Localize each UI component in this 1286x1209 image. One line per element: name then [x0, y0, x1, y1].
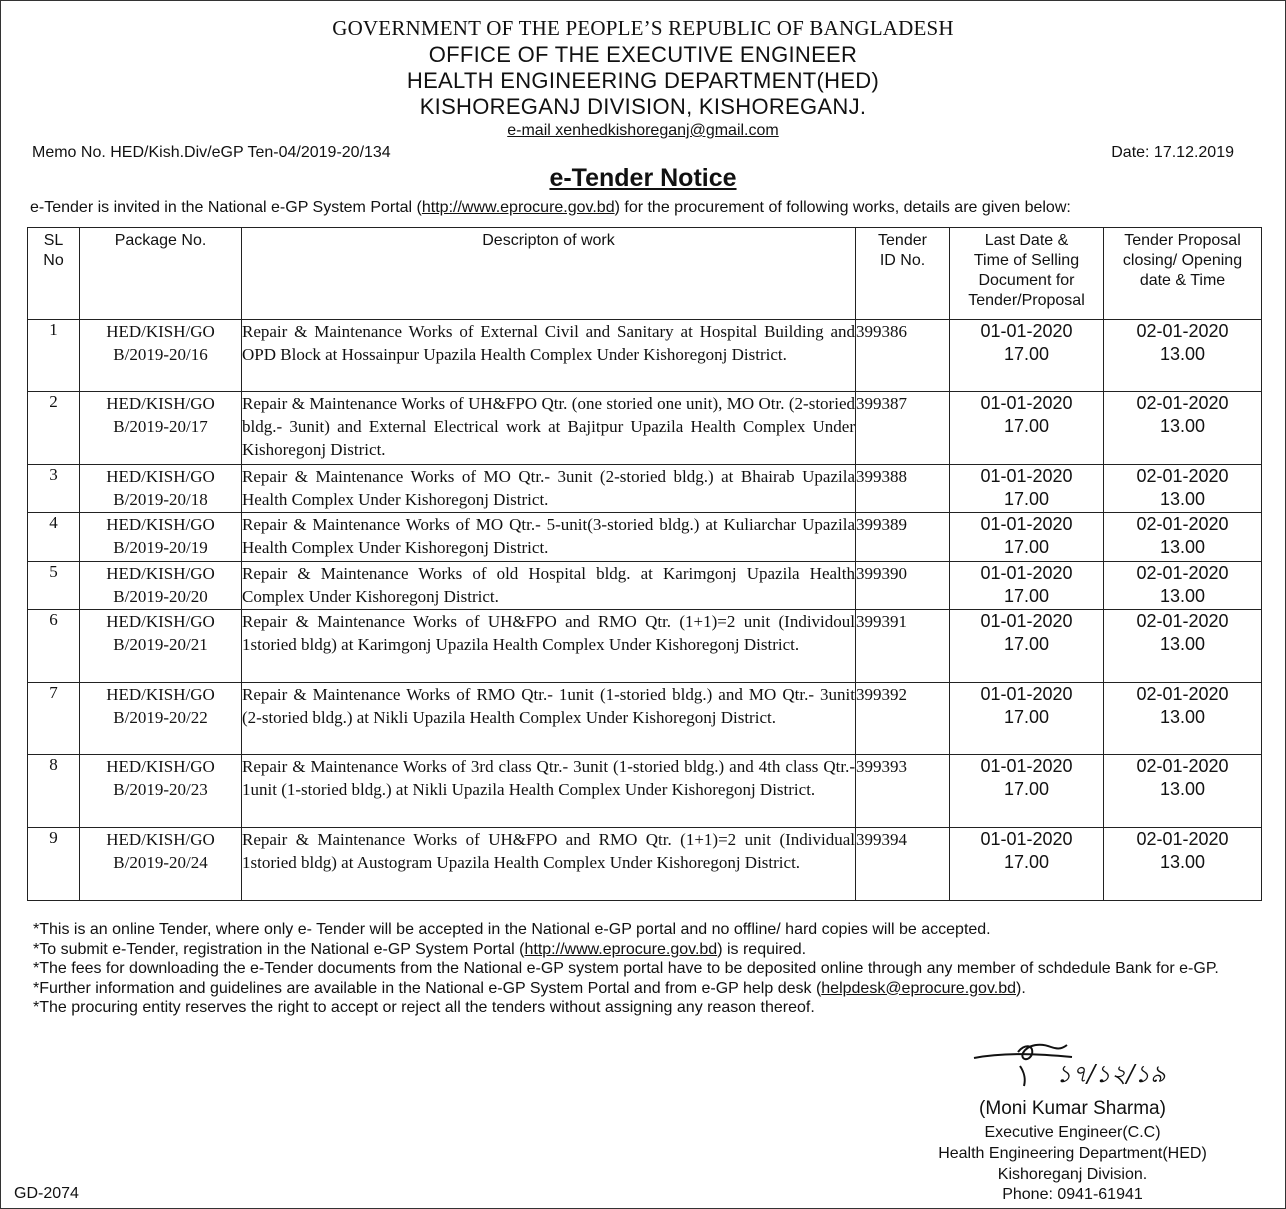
signature-handwritten-date: ১৭/১২/১৯ [1056, 1060, 1166, 1088]
row-last-date: 01-01-2020 17.00 [950, 755, 1104, 828]
table-row [28, 513, 1262, 562]
row-tender-id: 399387 [856, 392, 950, 465]
tender-table [27, 227, 1262, 901]
footer-code: GD-2074 [14, 1185, 79, 1202]
row-closing-date: 02-01-2020 13.00 [1104, 465, 1262, 513]
row-tender-id: 399386 [856, 320, 950, 392]
row-description: Repair & Maintenance Works of External Civil and Sanitary at Hospital Building and OPD Block at Hossainpur Upazila Health Complex Under Kishoregonj District. [242, 320, 856, 392]
table-row [28, 562, 1262, 610]
header-description: Descripton of work [242, 228, 856, 320]
table-row [28, 683, 1262, 755]
row-description: Repair & Maintenance Works of old Hospital bldg. at Karimgonj Upazila Health Complex Under Kishoregonj District. [242, 562, 856, 610]
row-package: HED/KISH/GO B/2019-20/20 [80, 562, 242, 610]
row-description: Repair & Maintenance Works of 3rd class Qtr.- 3unit (1-storied bldg.) and 4th class Qtr.- 1unit (1-storied bldg.) at Nikli Upazila Health Complex Under Kishoregonj District. [242, 755, 856, 828]
notice-date: Date: 17.12.2019 [1111, 144, 1234, 161]
row-package: HED/KISH/GO B/2019-20/16 [80, 320, 242, 392]
header-tender-id: Tender ID No. [856, 228, 950, 320]
signatory-name: (Moni Kumar Sharma) [979, 1098, 1166, 1119]
row-tender-id: 399389 [856, 513, 950, 562]
row-package: HED/KISH/GO B/2019-20/18 [80, 465, 242, 513]
signature-mark [960, 1038, 1230, 1098]
row-description: Repair & Maintenance Works of UH&FPO Qtr. (one storied one unit), MO Otr. (2-storied bldg.- 3unit) and External Electrical work at Bajitpur Upazila Health Complex Under Kishoregonj District. [242, 392, 856, 465]
row-last-date: 01-01-2020 17.00 [950, 513, 1104, 562]
signatory-division: Kishoreganj Division. [997, 1166, 1148, 1183]
row-last-date: 01-01-2020 17.00 [950, 610, 1104, 683]
row-tender-id: 399393 [856, 755, 950, 828]
row-description: Repair & Maintenance Works of UH&FPO and RMO Qtr. (1+1)=2 unit (Individual 1storied bldg) at Austogram Upazila Health Complex Under Kishoregonj District. [242, 828, 856, 901]
row-closing-date: 02-01-2020 13.00 [1104, 392, 1262, 465]
row-package: HED/KISH/GO B/2019-20/23 [80, 755, 242, 828]
row-package: HED/KISH/GO B/2019-20/21 [80, 610, 242, 683]
row-sl: 1 [28, 320, 80, 392]
notes-section [33, 920, 1263, 1018]
helpdesk-email-link[interactable]: helpdesk@eprocure.gov.bd [821, 979, 1016, 997]
row-package: HED/KISH/GO B/2019-20/22 [80, 683, 242, 755]
row-tender-id: 399394 [856, 828, 950, 901]
table-row [28, 320, 1262, 392]
note-online: *This is an online Tender, where only e- Tender will be accepted in the National e-GP portal and no offline/ hard copies will be accepted. [33, 921, 991, 938]
row-description: Repair & Maintenance Works of RMO Qtr.- 1unit (1-storied bldg.) and MO Qtr.- 3unit (2-storied bldg.) at Nikli Upazila Health Complex Under Kishoregonj District. [242, 683, 856, 755]
row-last-date: 01-01-2020 17.00 [950, 465, 1104, 513]
table-row [28, 755, 1262, 828]
row-package: HED/KISH/GO B/2019-20/24 [80, 828, 242, 901]
row-closing-date: 02-01-2020 13.00 [1104, 320, 1262, 392]
note-fees: *The fees for downloading the e-Tender documents from the National e-GP system portal have to be deposited online through any member of schdedule Bank for e-GP. [33, 960, 1219, 977]
row-last-date: 01-01-2020 17.00 [950, 828, 1104, 901]
row-tender-id: 399388 [856, 465, 950, 513]
row-last-date: 01-01-2020 17.00 [950, 320, 1104, 392]
row-closing-date: 02-01-2020 13.00 [1104, 610, 1262, 683]
row-sl: 8 [28, 755, 80, 828]
row-last-date: 01-01-2020 17.00 [950, 562, 1104, 610]
row-package: HED/KISH/GO B/2019-20/17 [80, 392, 242, 465]
note-registration: *To submit e-Tender, registration in the National e-GP System Portal (http://www.eprocure.gov.bd) is required. [33, 940, 807, 958]
row-sl: 3 [28, 465, 80, 513]
header-package: Package No. [80, 228, 242, 320]
row-closing-date: 02-01-2020 13.00 [1104, 683, 1262, 755]
memo-number: Memo No. HED/Kish.Div/eGP Ten-04/2019-20/134 [32, 144, 391, 161]
row-closing-date: 02-01-2020 13.00 [1104, 828, 1262, 901]
registration-portal-link[interactable]: http://www.eprocure.gov.bd [524, 940, 718, 958]
intro-text [30, 199, 1071, 217]
header-closing-date: Tender Proposal closing/ Opening date & Time [1104, 228, 1262, 320]
row-sl: 4 [28, 513, 80, 562]
page-title [0, 164, 1286, 193]
row-sl: 9 [28, 828, 80, 901]
header-sl: SL No [28, 228, 80, 320]
table-row [28, 392, 1262, 465]
row-closing-date: 02-01-2020 13.00 [1104, 562, 1262, 610]
department-heading: HEALTH ENGINEERING DEPARTMENT(HED) [406, 68, 880, 93]
row-description: Repair & Maintenance Works of MO Qtr.- 3unit (2-storied bldg.) at Bhairab Upazila Health Complex Under Kishoregonj District. [242, 465, 856, 513]
row-tender-id: 399390 [856, 562, 950, 610]
row-sl: 2 [28, 392, 80, 465]
table-header-row [28, 228, 1262, 320]
row-description: Repair & Maintenance Works of UH&FPO and RMO Qtr. (1+1)=2 unit (Individoul 1storied bldg) at Karimgonj Upazila Health Complex Under Kishoregonj District. [242, 610, 856, 683]
office-email[interactable]: e-mail xenhedkishoreganj@gmail.com [507, 122, 779, 139]
row-closing-date: 02-01-2020 13.00 [1104, 513, 1262, 562]
row-tender-id: 399392 [856, 683, 950, 755]
signatory-designation: Executive Engineer(C.C) [984, 1124, 1161, 1141]
title-text: e-Tender Notice [549, 164, 737, 192]
division-heading: KISHOREGANJ DIVISION, KISHOREGANJ. [419, 94, 867, 119]
portal-link[interactable]: http://www.eprocure.gov.bd [421, 199, 615, 216]
row-closing-date: 02-01-2020 13.00 [1104, 755, 1262, 828]
row-description: Repair & Maintenance Works of MO Qtr.- 5-unit(3-storied bldg.) at Kuliarchar Upazila Health Complex Under Kishoregonj District. [242, 513, 856, 562]
note-rights: *The procuring entity reserves the right to accept or reject all the tenders without assigning any reason thereof. [33, 999, 815, 1016]
row-sl: 6 [28, 610, 80, 683]
table-row [28, 465, 1262, 513]
office-heading: OFFICE OF THE EXECUTIVE ENGINEER [428, 42, 858, 67]
intro-before: e-Tender is invited in the National e-GP System Portal ( [30, 199, 422, 216]
row-last-date: 01-01-2020 17.00 [950, 392, 1104, 465]
signatory-department: Health Engineering Department(HED) [938, 1145, 1207, 1162]
intro-after: ) for the procurement of following works, details are given below: [614, 199, 1071, 216]
gov-heading: GOVERNMENT OF THE PEOPLE’S REPUBLIC OF BANGLADESH [332, 16, 954, 40]
row-sl: 5 [28, 562, 80, 610]
signatory-phone: Phone: 0941-61941 [1002, 1186, 1143, 1203]
row-last-date: 01-01-2020 17.00 [950, 683, 1104, 755]
row-package: HED/KISH/GO B/2019-20/19 [80, 513, 242, 562]
header-last-date: Last Date & Time of Selling Document for Tender/Proposal [950, 228, 1104, 320]
table-row [28, 828, 1262, 901]
row-tender-id: 399391 [856, 610, 950, 683]
note-helpdesk: *Further information and guidelines are available in the National e-GP System Portal and from e-GP help desk (helpdesk@eprocure.gov.bd). [33, 979, 1026, 997]
table-row [28, 610, 1262, 683]
row-sl: 7 [28, 683, 80, 755]
